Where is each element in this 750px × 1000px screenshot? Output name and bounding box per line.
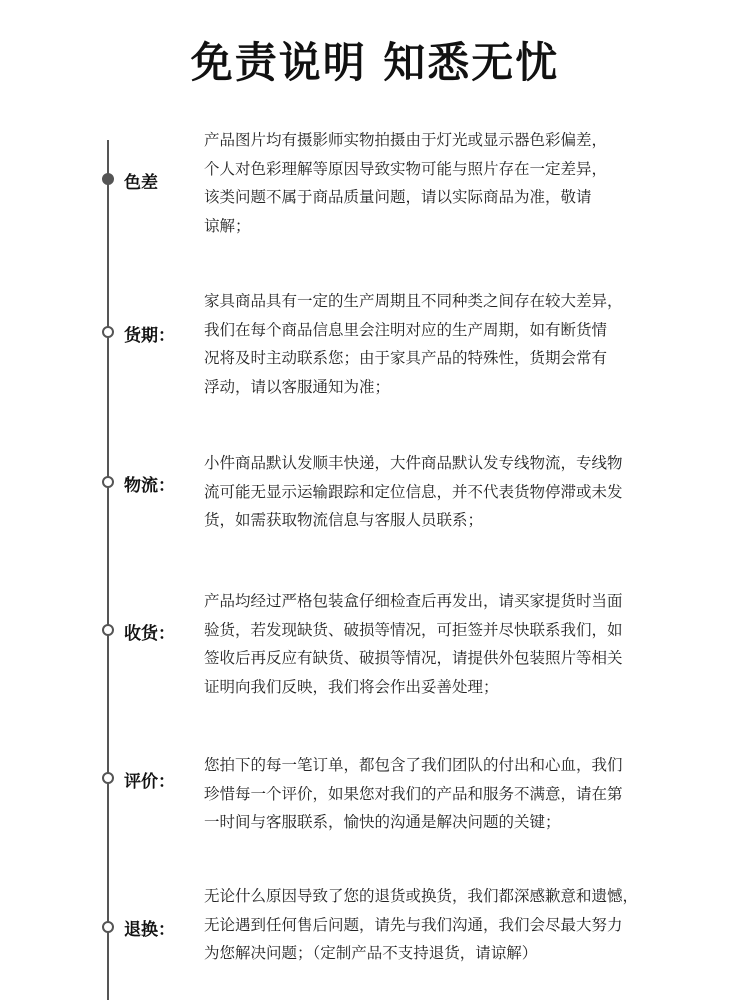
timeline-dot-icon <box>102 624 114 636</box>
section-text: 您拍下的每一笔订单，都包含了我们团队的付出和心血，我们 珍惜每一个评价，如果您对我们的产品和服务不满意，请在第 一时间与客服联系，愉快的沟通是解决问题的关键； <box>204 756 623 831</box>
timeline-dot-icon <box>102 326 114 338</box>
section-label: 评价： <box>124 772 175 792</box>
timeline-dot-icon <box>102 921 114 933</box>
timeline-dot-icon <box>102 476 114 488</box>
section-text: 产品图片均有摄影师实物拍摄由于灯光或显示器色彩偏差， 个人对色彩理解等原因导致实物可能与照片存在一定差异， 该类问题不属于商品质量问题，请以实际商品为准，敬请 谅解； <box>204 131 608 235</box>
section-text: 小件商品默认发顺丰快递，大件商品默认发专线物流，专线物 流可能无显示运输跟踪和定位信息，并不代表货物停滞或未发 货，如需获取物流信息与客服人员联系； <box>204 454 623 529</box>
section-text: 无论什么原因导致了您的退货或换货，我们都深感歉意和遗憾， 无论遇到任何售后问题，请先与我们沟通，我们会尽最大努力 为您解决问题；（定制产品不支持退货，请谅解） <box>204 887 639 962</box>
section-text: 产品均经过严格包装盒仔细检查后再发出，请买家提货时当面 验货，若发现缺货、破损等情况，可拒签并尽快联系我们，如 签收后再反应有缺货、破损等情况，请提供外包装照片等相关 证明向我们反映，我们将会作出妥善处理； <box>204 592 623 696</box>
page-title: 免责说明 知悉无忧 <box>190 38 560 87</box>
timeline-dot-filled-icon <box>102 173 114 185</box>
section-text: 家具商品具有一定的生产周期且不同种类之间存在较大差异， 我们在每个商品信息里会注明对应的生产周期，如有断货情 况将及时主动联系您；由于家具产品的特殊性，货期会常有 浮动，请以客服通知为准； <box>204 292 623 396</box>
timeline-dot-icon <box>102 772 114 784</box>
section-label: 退换： <box>124 920 175 940</box>
section-label: 货期： <box>124 326 175 346</box>
section-label: 收货： <box>124 624 175 644</box>
timeline-line <box>107 140 109 1000</box>
section-label: 物流： <box>124 476 175 496</box>
section-label: 色差 <box>124 173 158 193</box>
